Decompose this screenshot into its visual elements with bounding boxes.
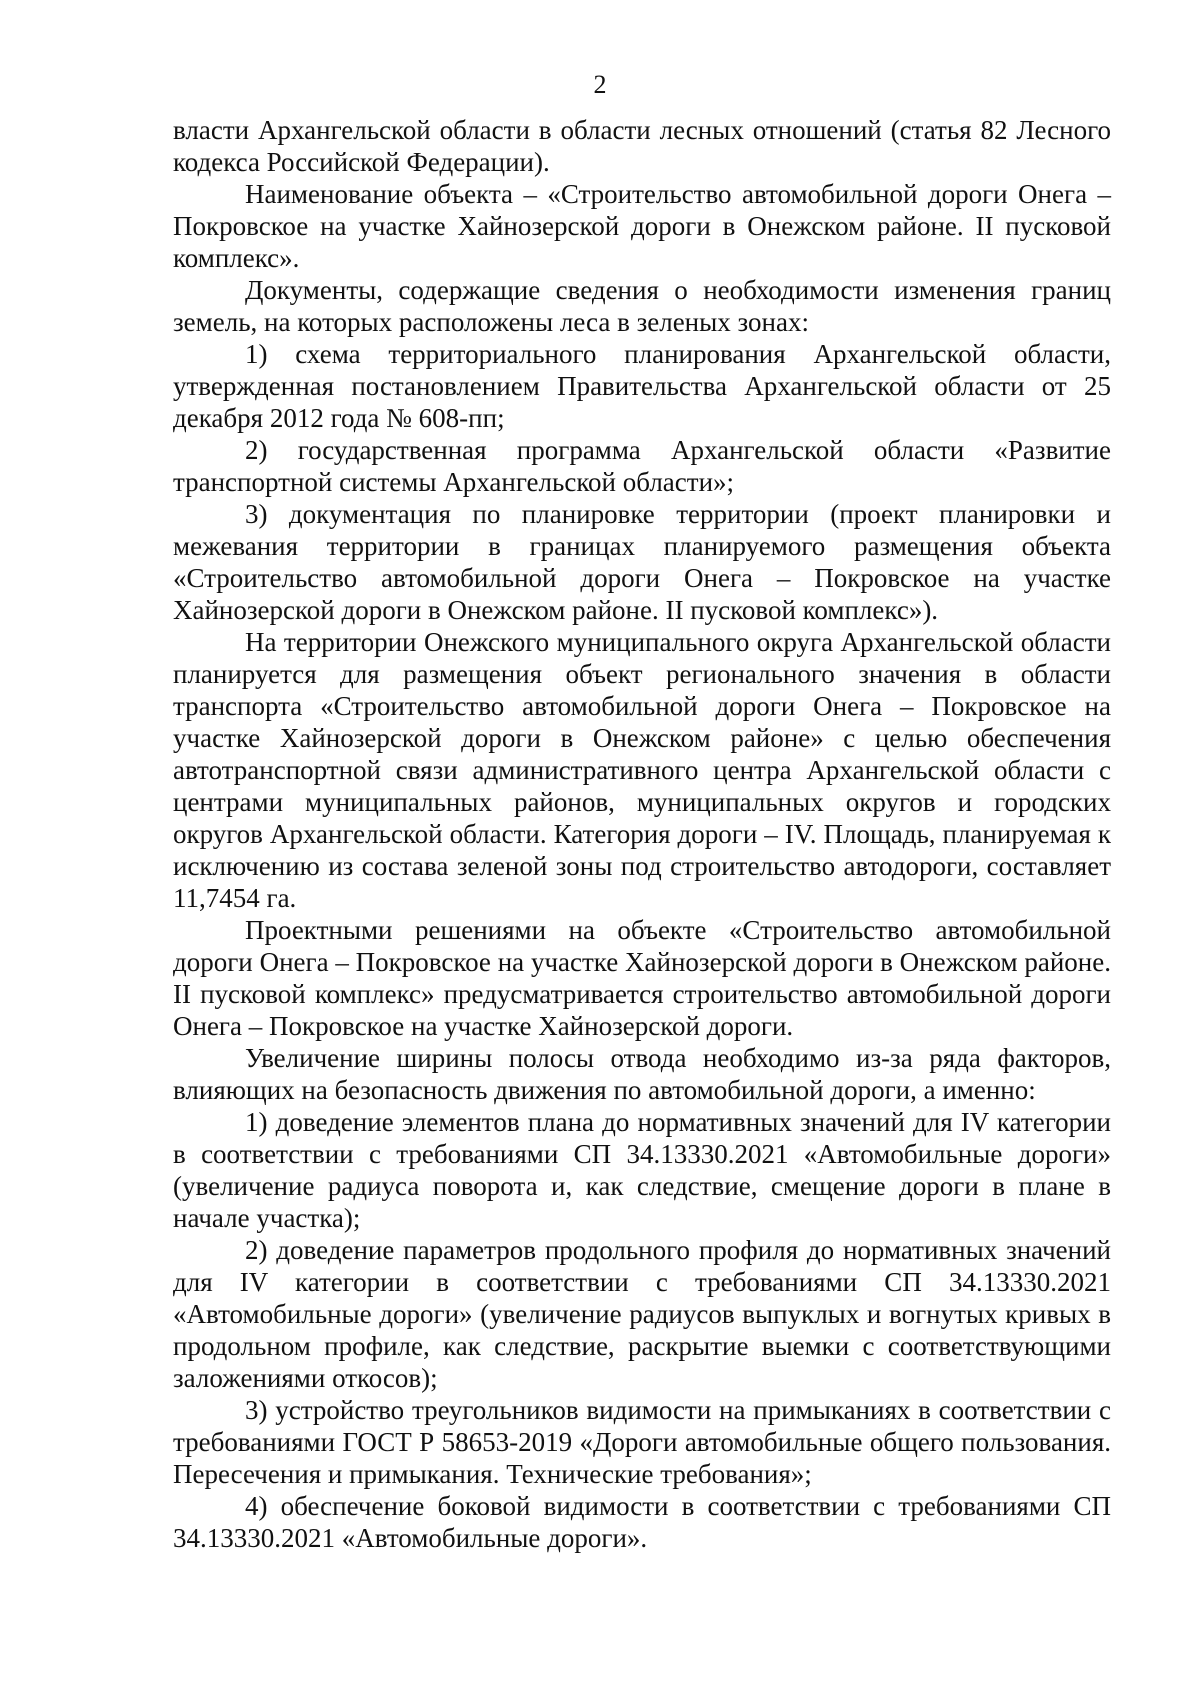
- paragraph-width-increase: Увеличение ширины полосы отвода необходимо из-за ряда факторов, влияющих на безопасность движения по автомобильной дороги, а именно:: [173, 1043, 1111, 1105]
- list-item-document-3: 3) документация по планировке территории (проект планировки и межевания территории в границах планируемого размещения объекта «Строительство автомобильной дороги Онега – Покровское на участке Хайнозерской дороги в Онежском районе. II пусковой комплекс»).: [173, 499, 1111, 625]
- list-item-factor-3: 3) устройство треугольников видимости на примыканиях в соответствии с требованиями ГОСТ Р 58653-2019 «Дороги автомобильные общего пользования. Пересечения и примыкания. Технические требования»;: [173, 1395, 1111, 1489]
- paragraph-object-name: Наименование объекта – «Строительство автомобильной дороги Онега – Покровское на участке Хайнозерской дороги в Онежском районе. II пусковой комплекс».: [173, 179, 1111, 273]
- document-body: [173, 114, 1111, 1554]
- paragraph-documents-intro: Документы, содержащие сведения о необходимости изменения границ земель, на которых расположены леса в зеленых зонах:: [173, 275, 1111, 337]
- paragraph-territory: На территории Онежского муниципального округа Архангельской области планируется для размещения объект регионального значения в области транспорта «Строительство автомобильной дороги Онега – Покровское на участке Хайнозерской дороги в Онежском районе» с целью обеспечения автотранспортной связи административного центра Архангельской области с центрами муниципальных районов, муниципальных округов и городских округов Архангельской области. Категория дороги – IV. Площадь, планируемая к исключению из состава зеленой зоны под строительство автодороги, составляет 11,7454 га.: [173, 627, 1111, 913]
- page-number: 2: [593, 70, 607, 99]
- list-item-factor-1: 1) доведение элементов плана до нормативных значений для IV категории в соответствии с требованиями СП 34.13330.2021 «Автомобильные дороги» (увеличение радиуса поворота и, как следствие, смещение дороги в плане в начале участка);: [173, 1107, 1111, 1233]
- paragraph-project-decisions: Проектными решениями на объекте «Строительство автомобильной дороги Онега – Покровское на участке Хайнозерской дороги в Онежском районе. II пусковой комплекс» предусматривается строительство автомобильной дороги Онега – Покровское на участке Хайнозерской дороги.: [173, 915, 1111, 1041]
- list-item-factor-2: 2) доведение параметров продольного профиля до нормативных значений для IV категории в соответствии с требованиями СП 34.13330.2021 «Автомобильные дороги» (увеличение радиусов выпуклых и вогнутых кривых в продольном профиле, как следствие, раскрытие выемки с соответствующими заложениями откосов);: [173, 1235, 1111, 1393]
- list-item-document-2: 2) государственная программа Архангельской области «Развитие транспортной системы Архангельской области»;: [173, 435, 1111, 497]
- list-item-document-1: 1) схема территориального планирования Архангельской области, утвержденная постановлением Правительства Архангельской области от 25 декабря 2012 года № 608-пп;: [173, 339, 1111, 433]
- list-item-factor-4: 4) обеспечение боковой видимости в соответствии с требованиями СП 34.13330.2021 «Автомобильные дороги».: [173, 1491, 1111, 1553]
- paragraph-continuation: власти Архангельской области в области лесных отношений (статья 82 Лесного кодекса Российской Федерации).: [173, 115, 1111, 177]
